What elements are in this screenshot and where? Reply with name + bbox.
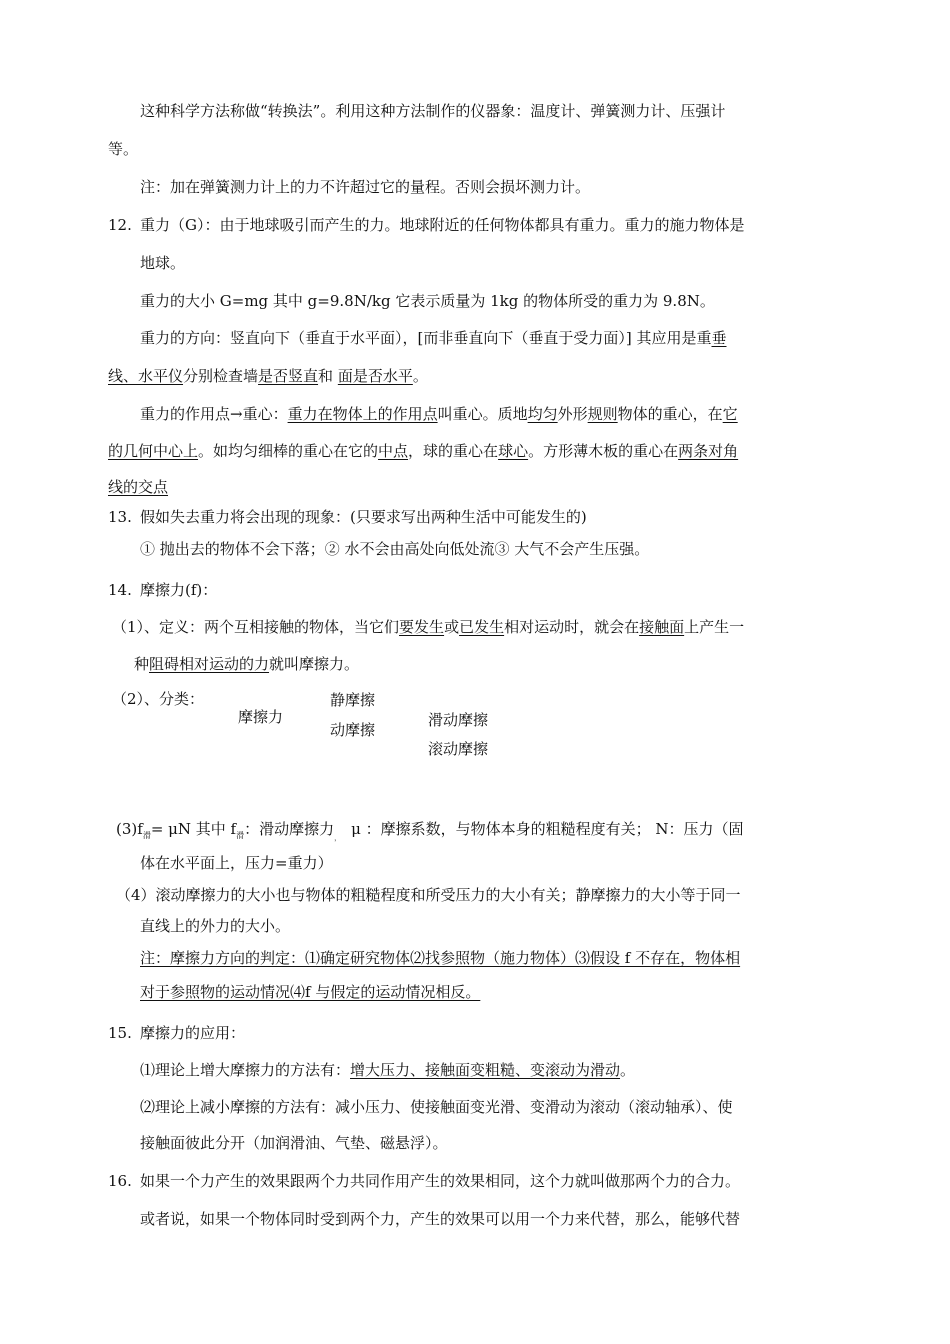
decrease-friction: ⑵理论上减小摩擦的方法有：减小压力、使接触面变光滑、变滑动为滚动（滚动轴承）、使 [140,1098,733,1116]
paragraph-conversion-method-cont: 等。 [108,140,139,158]
section-12-number: 12. [108,216,132,234]
friction-definition [112,617,744,637]
formula-explain: μ ：摩擦系数，与物体本身的粗糙程度有关； N：压力（固 [351,820,744,838]
decrease-friction-cont: 接触面彼此分开（加润滑油、气垫、磁悬浮）。 [140,1134,448,1152]
friction-formula-cont: 体在水平面上，压力=重力） [140,854,333,872]
def-or: 或 [444,618,460,636]
formula-tiny-comma: ， [334,834,342,842]
already-occurred-term: 已发生 [459,618,505,636]
cog-label: 重力的作用点→重心： [140,405,288,423]
its-term: 它 [722,405,738,423]
gravity-direction [140,328,727,348]
tree-sliding-friction: 滑动摩擦 [428,711,489,729]
paragraph-conversion-method: 这种科学方法称做“转换法”。利用这种方法制作的仪器象：温度计、弹簧测力计、压强计 [140,102,726,120]
increase-friction [140,1060,635,1080]
plumb-level-term: 线、水平仪 [108,367,184,385]
def-text-1: （1）、定义：两个互相接触的物体，当它们 [112,618,400,636]
friction-direction-note-cont: 对于参照物的运动情况⑷f 与假定的运动情况相反。 [140,983,481,1001]
tree-dynamic-friction: 动摩擦 [330,721,376,739]
note-spring-scale: 注：加在弹簧测力计上的力不许超过它的量程。否则会损坏测力计。 [140,178,591,196]
friction-definition-cont [134,654,359,674]
and-text: 和 [318,367,338,385]
ball-center-term: 球心 [498,442,529,460]
vertical-term: 是否竖直 [258,367,319,385]
cog-text-5: ，球的重心在 [408,442,499,460]
gravity-direction-text: 重力的方向：竖直向下（垂直于水平面），[而非垂直向下（垂直于受力面）] 其应用是重 [140,329,712,347]
tree-static-friction: 静摩擦 [330,691,376,709]
classification-label: （2）、分类： [112,690,205,708]
section-13-question: 假如失去重力将会出现的现象：(只要求写出两种生活中可能发生的) [140,508,587,526]
section-14-title: 摩擦力(f)： [140,581,218,599]
section-13-number: 13. [108,508,132,526]
def-text-3: 上产生一 [684,618,745,636]
center-of-gravity-cont [108,441,738,461]
cog-text-3: 物体的重心，在 [617,405,723,423]
friction-formula [116,819,744,848]
gravity-direction-cont [108,366,428,386]
cog-text-4: 。如均匀细棒的重心在它的 [198,442,379,460]
formula-sliding: ：滑动摩擦力 [244,820,335,838]
gravity-direction-underline: 垂 [711,329,727,347]
diagonals-term: 两条对角 [678,442,739,460]
cog-text-2: 外形 [557,405,588,423]
diagonals-intersection-term: 线的交点 [108,478,169,496]
section-15-title: 摩擦力的应用： [140,1024,246,1042]
gravity-magnitude: 重力的大小 G=mg 其中 g=9.8N/kg 它表示质量为 1kg 的物体所受的重力为 9.8N。 [140,292,715,310]
check-wall-text: 分别检查墙 [183,367,259,385]
increase-period: 。 [620,1061,636,1079]
section-12-gravity-definition-cont: 地球。 [140,254,186,272]
resultant-force-definition: 如果一个力产生的效果跟两个力共同作用产生的效果相同，这个力就叫做那两个力的合力。 [140,1172,741,1190]
geometric-center-term: 的几何中心上 [108,442,199,460]
uniform-term: 均匀 [527,405,558,423]
regular-term: 规则 [587,405,618,423]
section-13-answers: ① 抛出去的物体不会下落；② 水不会由高处向低处流③ 大气不会产生压强。 [140,540,650,558]
center-of-gravity [140,404,738,424]
increase-label: ⑴理论上增大摩擦力的方法有： [140,1061,351,1079]
section-16-number: 16. [108,1172,132,1190]
horizontal-term: 面是否水平 [337,367,413,385]
def-text-2: 相对运动时，就会在 [504,618,640,636]
def-text-4: 种 [134,655,150,673]
about-to-occur-term: 要发生 [399,618,445,636]
hinder-motion-term: 阻碍相对运动的力 [149,655,270,673]
section-14-number: 14. [108,581,132,599]
cog-text-6: 。方形薄木板的重心在 [528,442,679,460]
resultant-force-definition-cont: 或者说，如果一个物体同时受到两个力，产生的效果可以用一个力来代替，那么，能够代替 [140,1210,741,1228]
rolling-static-friction-cont: 直线上的外力的大小。 [140,917,291,935]
cog-definition: 重力在物体上的作用点 [287,405,438,423]
def-text-5: 就叫摩擦力。 [269,655,360,673]
increase-methods: 增大压力、接触面变粗糙、变滚动为滑动 [350,1061,621,1079]
formula-mu-n: = μN 其中 f [150,820,237,838]
section-15-number: 15. [108,1024,132,1042]
formula-sub-1: 滑 [142,831,151,840]
rolling-static-friction: （4）滚动摩擦力的大小也与物体的粗糙程度和所受压力的大小有关；静摩擦力的大小等于同一 [116,886,741,904]
contact-surface-term: 接触面 [639,618,685,636]
period-text: 。 [412,367,428,385]
midpoint-term: 中点 [378,442,409,460]
formula-f: (3)f [116,820,143,838]
tree-root-friction: 摩擦力 [238,708,284,726]
friction-direction-note: 注：摩擦力方向的判定：⑴确定研究物体⑵找参照物（施力物体）⑶假设 f 不存在，物体相 [140,949,741,967]
section-12-gravity-definition: 重力（G）：由于地球吸引而产生的力。地球附近的任何物体都具有重力。重力的施力物体是 [140,216,745,234]
formula-sub-2: 滑 [236,831,245,840]
cog-text-1: 叫重心。质地 [437,405,528,423]
tree-rolling-friction: 滚动摩擦 [428,740,489,758]
